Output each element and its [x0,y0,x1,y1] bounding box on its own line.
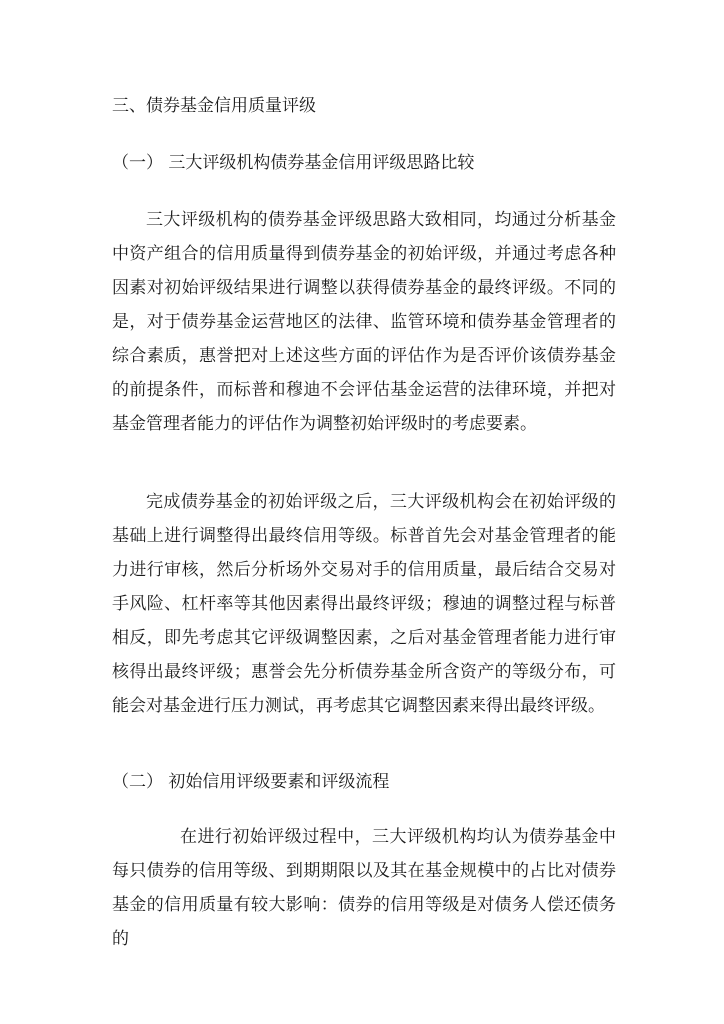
subsection-heading-2: （二） 初始信用评级要素和评级流程 [112,772,390,792]
paragraph-2: 完成债券基金的初始评级之后，三大评级机构会在初始评级的基础上进行调整得出最终信用等级。标普首先会对基金管理者的能力进行审核，然后分析场外交易对手的信用质量，最后结合交易对手风险、杠杆率等其他因素得出最终评级；穆迪的调整过程与标普相反，即先考虑其它评级调整因素，之后对基金管理者能力进行审核得出最终评级；惠誉会先分析债券基金所含资产的等级分布，可能会对基金进行压力测试，再考虑其它调整因素来得出最终评级。 [112,492,616,716]
subsection-heading-1: （一） 三大评级机构债券基金信用评级思路比较 [112,153,475,173]
paragraph-3: 在进行初始评级过程中，三大评级机构均认为债券基金中每只债券的信用等级、到期期限以及其在基金规模中的占比对债券基金的信用质量有较大影响：债券的信用等级是对债务人偿还债务的 [112,827,616,949]
section-heading: 三、债券基金信用质量评级 [112,96,316,116]
paragraph-1: 三大评级机构的债券基金评级思路大致相同，均通过分析基金中资产组合的信用质量得到债券基金的初始评级，并通过考虑各种因素对初始评级结果进行调整以获得债券基金的最终评级。不同的是，对于债券基金运营地区的法律、监管环境和债券基金管理者的综合素质，惠誉把对上述这些方面的评估作为是否评价该债券基金的前提条件，而标普和穆迪不会评估基金运营的法律环境，并把对基金管理者能力的评估作为调整初始评级时的考虑要素。 [112,210,616,434]
